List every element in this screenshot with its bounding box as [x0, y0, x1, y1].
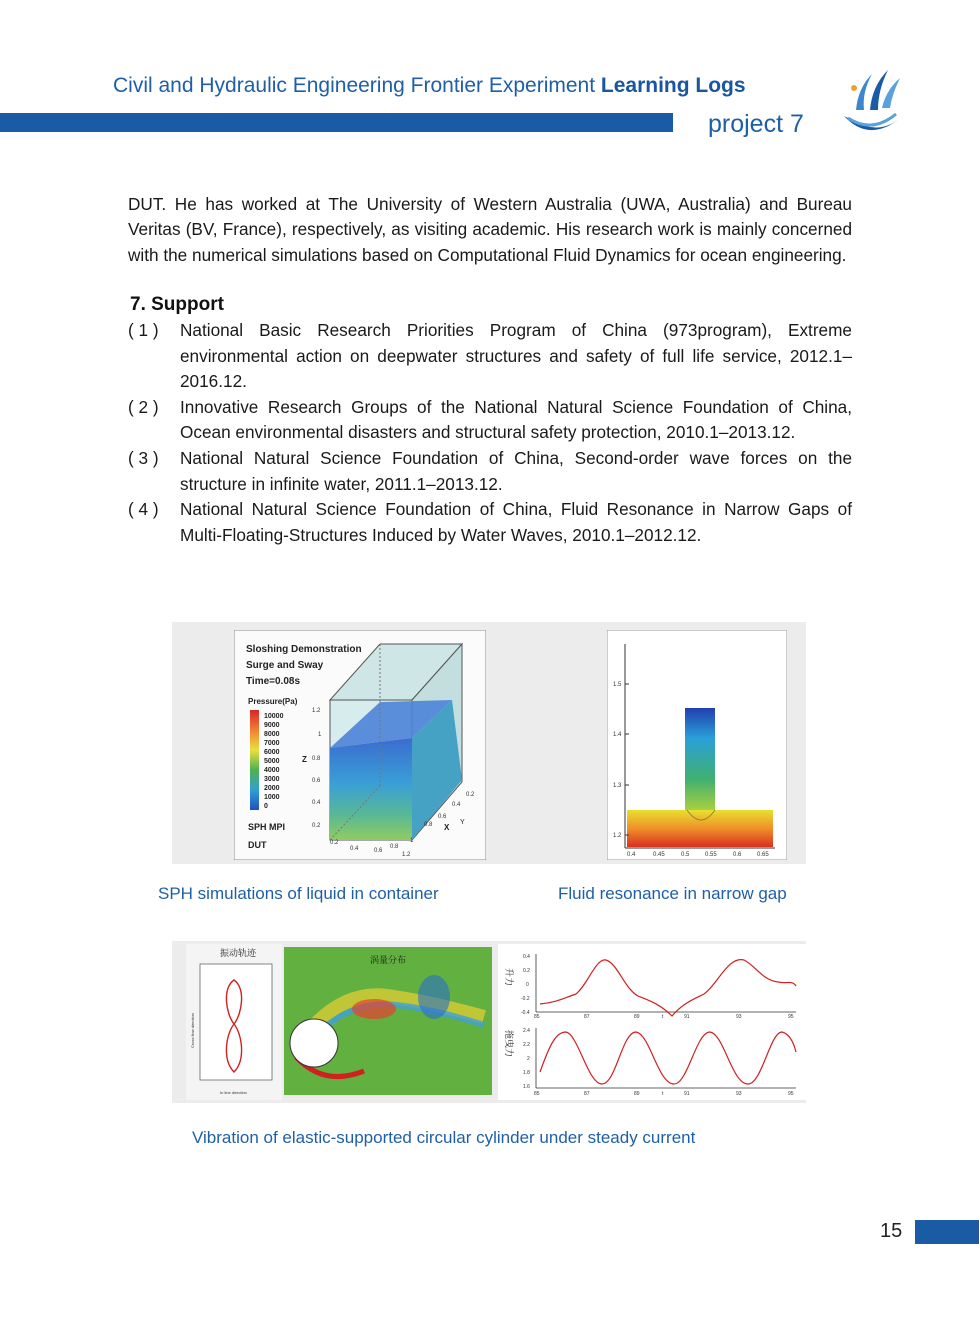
support-item-number: ( 2 ) [128, 396, 159, 417]
lift-time-label: t [662, 1014, 664, 1020]
support-item [128, 395, 852, 446]
resonance-y-tick: 1.2 [613, 833, 622, 839]
sph-y-tick: 0.4 [452, 802, 461, 808]
resonance-x-tick: 0.6 [733, 852, 742, 858]
sph-z-label: Z [302, 755, 307, 764]
resonance-y-tick: 1.3 [613, 783, 622, 789]
lift-time-tick: 85 [534, 1014, 540, 1020]
sph-y-label: Y [460, 819, 465, 826]
drag-y-tick: 2.2 [523, 1042, 530, 1048]
sph-footer-line: DUT [248, 840, 267, 850]
sph-legend-value: 7000 [264, 740, 280, 747]
sph-x-label: X [444, 823, 450, 832]
lift-label: 升力 [504, 968, 514, 987]
sph-x-tick: 0.8 [390, 844, 399, 850]
sph-sloshing-figure [234, 630, 486, 860]
intro-paragraph: DUT. He has worked at The University of Western Australia (UWA, Australia) and Bureau Veritas (BV, France), respectively, as visiting academic. His research work is mainly concerned with the numerical simulations based on Computational Fluid Dynamics for ocean engineering. [128, 194, 852, 265]
sph-legend-value: 8000 [264, 731, 280, 738]
sph-y-tick: 0.8 [424, 822, 433, 828]
gap-water-column [685, 708, 715, 810]
resonance-y-tick: 1.4 [613, 732, 622, 738]
trajectory-xlabel: In line direction [220, 1090, 247, 1095]
support-item [128, 318, 852, 395]
sph-z-tick: 0.6 [312, 778, 321, 784]
resonance-x-tick: 0.5 [681, 852, 690, 858]
lift-time-tick: 93 [736, 1014, 742, 1020]
drag-time-tick: 91 [684, 1091, 690, 1097]
lift-y-tick: 0 [526, 982, 529, 988]
sph-footer-line: SPH MPI [248, 822, 286, 832]
support-item [128, 497, 852, 548]
sph-legend-value: 2000 [264, 785, 280, 792]
sph-z-tick: 0.4 [312, 800, 321, 806]
drag-time-tick: 89 [634, 1091, 640, 1097]
sph-x-tick: 1.2 [402, 852, 411, 858]
sph-legend-value: 1000 [264, 794, 280, 801]
lift-time-tick: 87 [584, 1014, 590, 1020]
lift-y-tick: 0.2 [523, 968, 530, 974]
lift-y-tick: -0.4 [521, 1010, 530, 1016]
drag-y-tick: 2 [527, 1056, 530, 1062]
support-item-number: ( 4 ) [128, 499, 159, 520]
tank-water-body [627, 810, 773, 847]
sph-x-tick: 0.4 [350, 846, 359, 852]
sph-x-tick: 0.2 [330, 840, 339, 846]
institution-logo-icon [838, 64, 904, 140]
sph-x-tick: 0.6 [374, 848, 383, 854]
sph-legend-value: 9000 [264, 722, 280, 729]
lift-time-tick: 95 [788, 1014, 794, 1020]
page-number-bar [915, 1220, 979, 1244]
header-title-bold: Learning Logs [600, 74, 746, 97]
sph-title-line: Sloshing Demonstration [246, 644, 362, 655]
lift-y-tick: -0.2 [521, 996, 530, 1002]
sph-z-tick: 0.2 [312, 823, 321, 829]
resonance-x-tick: 0.55 [705, 852, 717, 858]
support-item-text: National Natural Science Foundation of China, Second-order wave forces on the structure in infinite water, 2011.1–2013.12. [180, 447, 852, 494]
support-item-text: National Natural Science Foundation of China, Fluid Resonance in Narrow Gaps of Multi-Floating-Structures Induced by Water Waves, 2010.1–2012.12. [180, 499, 852, 545]
support-item-number: ( 3 ) [128, 447, 159, 468]
vorticity-field [284, 947, 492, 1095]
support-item [128, 446, 852, 497]
trajectory-plot [186, 944, 282, 1100]
lift-y-tick: 0.4 [523, 954, 530, 960]
drag-label: 拖曳力 [504, 1030, 514, 1058]
sph-x-tick: 1 [410, 838, 414, 844]
sph-y-tick: 0.2 [466, 792, 475, 798]
sph-z-tick: 1.2 [312, 708, 321, 714]
sph-z-tick: 1 [318, 732, 322, 738]
header-bar [0, 113, 673, 132]
sph-legend-value: 3000 [264, 776, 280, 783]
support-item-number: ( 1 ) [128, 320, 159, 340]
lift-time-tick: 89 [634, 1014, 640, 1020]
sph-caption: SPH simulations of liquid in container [158, 884, 439, 903]
drag-time-label: t [662, 1091, 664, 1097]
resonance-y-tick: 1.5 [613, 682, 622, 688]
trajectory-title: 振动轨迹 [220, 948, 257, 958]
resonance-caption: Fluid resonance in narrow gap [558, 884, 787, 903]
drag-time-tick: 85 [534, 1091, 540, 1097]
sph-legend-value: 6000 [264, 749, 280, 756]
sph-title-line: Surge and Sway [246, 660, 324, 671]
sph-title-line: Time=0.08s [246, 676, 301, 687]
sph-legend-value: 10000 [264, 713, 284, 720]
vibration-caption: Vibration of elastic-supported circular cylinder under steady current [192, 1128, 696, 1147]
sph-y-tick: 0.6 [438, 814, 447, 820]
force-time-history [498, 944, 806, 1100]
drag-y-tick: 2.4 [523, 1028, 530, 1034]
resonance-x-tick: 0.45 [653, 852, 665, 858]
drag-y-tick: 1.8 [523, 1070, 530, 1076]
fluid-resonance-figure [607, 630, 787, 860]
sph-z-tick: 0.8 [312, 756, 321, 762]
vorticity-title: 涡量分布 [370, 955, 407, 965]
section-heading: 7. Support [130, 294, 224, 315]
drag-time-tick: 95 [788, 1091, 794, 1097]
support-item-text: National Basic Research Priorities Program of China (973program), Extreme environmental action on deepwater structures and safety of full life service, 2012.1–2016.12. [180, 320, 852, 392]
header-title-prefix: Civil and Hydraulic Engineering Frontier Experiment [113, 74, 596, 97]
page-number: 15 [880, 1220, 903, 1242]
sph-legend-value: 4000 [264, 767, 280, 774]
drag-time-tick: 87 [584, 1091, 590, 1097]
lift-time-tick: 91 [684, 1014, 690, 1020]
trajectory-ylabel: Cross flow direction [190, 1013, 195, 1048]
sph-legend-title: Pressure(Pa) [248, 697, 298, 706]
sph-legend-value: 0 [264, 803, 268, 810]
drag-time-tick: 93 [736, 1091, 742, 1097]
support-item-text: Innovative Research Groups of the National Natural Science Foundation of China, Ocean environmental disasters and structural safety protection, 2010.1–2013.12. [180, 396, 852, 443]
header-project: project 7 [708, 110, 804, 138]
sph-legend-value: 5000 [264, 758, 280, 765]
pressure-colorbar [250, 710, 259, 810]
resonance-x-tick: 0.65 [757, 852, 769, 858]
drag-y-tick: 1.6 [523, 1084, 530, 1090]
header-title [113, 74, 746, 98]
resonance-x-tick: 0.4 [627, 852, 636, 858]
support-list [128, 318, 852, 548]
